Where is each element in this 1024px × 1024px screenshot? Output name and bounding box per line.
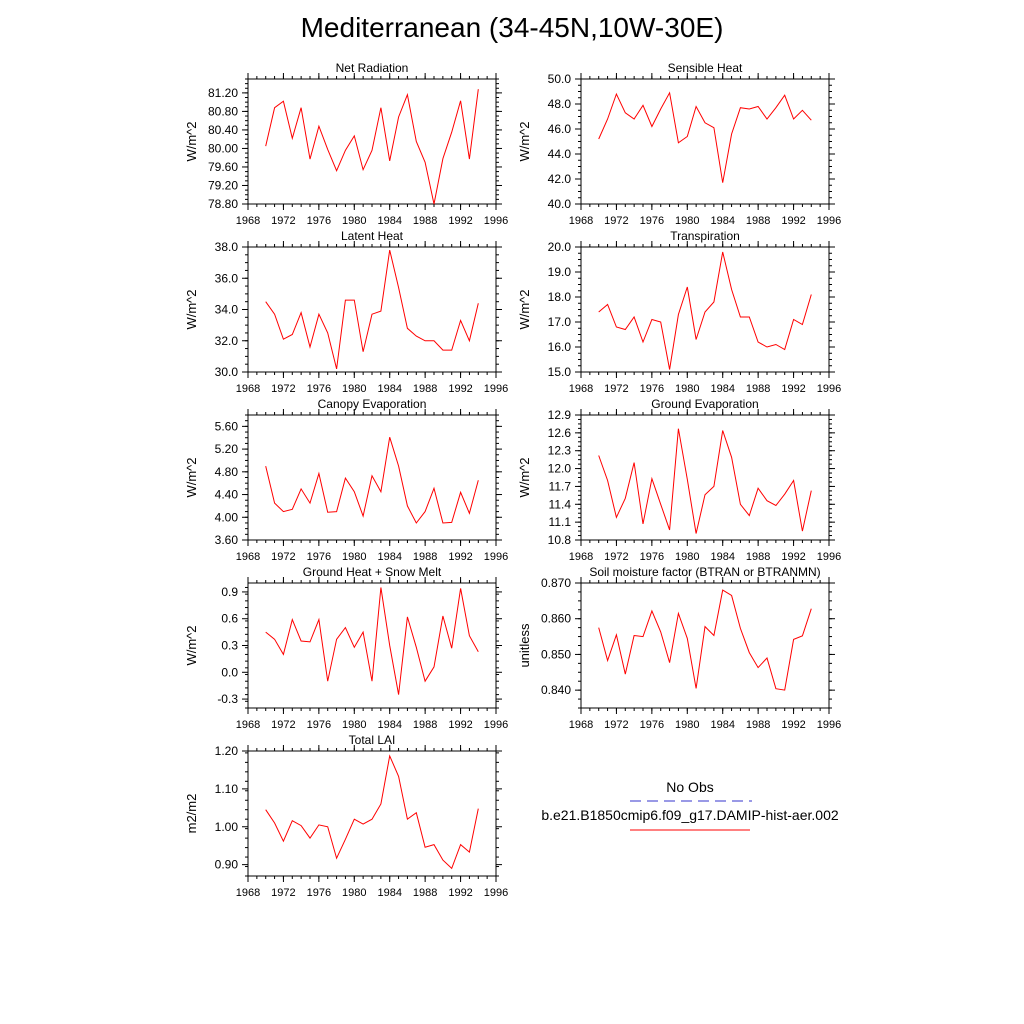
x-tick-label: 1984 <box>710 383 735 395</box>
x-tick-label: 1980 <box>675 719 700 731</box>
x-tick-label: 1992 <box>448 887 473 899</box>
plot-frame <box>581 415 829 540</box>
x-tick-label: 1972 <box>271 215 296 227</box>
panel-title: Sensible Heat <box>667 61 743 75</box>
x-tick-label: 1968 <box>235 719 261 731</box>
y-tick-label: 80.40 <box>207 122 238 137</box>
y-tick-label: 12.0 <box>547 461 571 476</box>
panel-title: Transpiration <box>670 229 740 243</box>
x-tick-label: 1984 <box>377 215 402 227</box>
x-tick-label: 1980 <box>342 215 367 227</box>
x-tick-label: 1972 <box>604 551 629 563</box>
y-tick-label: 78.80 <box>207 197 238 211</box>
plot-frame <box>248 751 496 876</box>
x-tick-label: 1976 <box>639 719 665 731</box>
x-tick-label: 1968 <box>235 383 261 395</box>
y-tick-label: 3.60 <box>214 533 238 547</box>
y-tick-label: 5.60 <box>214 419 238 434</box>
y-tick-label: 30.0 <box>214 365 238 379</box>
y-tick-label: 0.9 <box>221 584 238 599</box>
x-tick-label: 1972 <box>604 215 629 227</box>
x-tick-label: 1980 <box>675 551 700 563</box>
x-tick-label: 1996 <box>816 551 842 563</box>
x-tick-label: 1972 <box>271 887 296 899</box>
chart-panel <box>184 565 508 731</box>
x-tick-label: 1992 <box>781 719 806 731</box>
x-tick-label: 1976 <box>639 383 665 395</box>
y-tick-label: 38.0 <box>214 240 238 254</box>
x-tick-label: 1980 <box>675 383 700 395</box>
y-axis-label: W/m^2 <box>517 121 532 162</box>
chart-panel <box>184 61 508 227</box>
x-tick-label: 1988 <box>412 719 438 731</box>
y-tick-label: 12.3 <box>547 443 571 458</box>
x-tick-label: 1968 <box>568 215 594 227</box>
y-tick-label: 32.0 <box>214 333 238 348</box>
chart-panel <box>184 397 508 563</box>
x-tick-label: 1996 <box>816 215 842 227</box>
y-tick-label: 0.0 <box>221 665 238 680</box>
x-tick-label: 1968 <box>235 887 261 899</box>
legend-line-model <box>630 827 752 833</box>
y-tick-label: 80.80 <box>207 104 238 119</box>
x-tick-label: 1972 <box>604 719 629 731</box>
y-tick-label: -0.3 <box>217 692 238 707</box>
x-tick-label: 1988 <box>745 383 771 395</box>
y-axis-label: unitless <box>517 623 532 668</box>
plot-frame <box>581 247 829 372</box>
x-tick-label: 1984 <box>377 551 402 563</box>
chart-panel <box>517 397 841 563</box>
y-tick-label: 0.6 <box>221 611 238 626</box>
x-tick-label: 1980 <box>675 215 700 227</box>
x-tick-label: 1992 <box>448 383 473 395</box>
legend-line-obs <box>630 798 752 804</box>
y-tick-label: 0.860 <box>540 611 571 626</box>
x-tick-label: 1976 <box>639 215 665 227</box>
x-tick-label: 1992 <box>781 215 806 227</box>
chart-panel <box>184 733 508 899</box>
panel-title: Total LAI <box>348 733 396 747</box>
y-axis-label: m2/m2 <box>184 793 199 834</box>
y-tick-label: 16.0 <box>547 340 571 354</box>
x-tick-label: 1992 <box>781 551 806 563</box>
x-tick-label: 1992 <box>781 383 806 395</box>
x-tick-label: 1968 <box>568 719 594 731</box>
x-tick-label: 1980 <box>342 887 367 899</box>
x-tick-label: 1984 <box>710 215 735 227</box>
x-tick-label: 1984 <box>377 719 402 731</box>
chart-panel <box>517 229 841 395</box>
series-line <box>599 590 812 690</box>
x-tick-label: 1984 <box>710 719 735 731</box>
y-tick-label: 40.0 <box>547 197 571 211</box>
x-tick-label: 1980 <box>342 719 367 731</box>
panel-title: Latent Heat <box>340 229 404 243</box>
x-tick-label: 1972 <box>604 383 629 395</box>
y-tick-label: 4.40 <box>214 487 238 502</box>
y-tick-label: 19.0 <box>547 265 571 279</box>
y-tick-label: 0.3 <box>221 638 238 653</box>
series-line <box>266 756 479 869</box>
y-tick-label: 11.7 <box>548 479 571 494</box>
x-tick-label: 1988 <box>412 383 438 395</box>
y-axis-label: W/m^2 <box>517 289 532 330</box>
x-tick-label: 1988 <box>412 215 438 227</box>
y-axis-label: W/m^2 <box>517 457 532 498</box>
series-line <box>599 429 812 534</box>
y-tick-label: 79.20 <box>207 178 238 193</box>
x-tick-label: 1988 <box>745 551 771 563</box>
y-tick-label: 80.00 <box>207 141 238 156</box>
x-tick-label: 1980 <box>342 551 367 563</box>
y-tick-label: 81.20 <box>207 85 238 100</box>
y-tick-label: 11.1 <box>548 515 571 530</box>
y-axis-label: W/m^2 <box>184 457 199 498</box>
y-tick-label: 12.6 <box>547 425 571 440</box>
plot-frame <box>248 79 496 204</box>
x-tick-label: 1968 <box>568 383 594 395</box>
y-tick-label: 5.20 <box>214 442 238 457</box>
x-tick-label: 1972 <box>271 383 296 395</box>
panel-title: Soil moisture factor (BTRAN or BTRANMN) <box>589 565 821 579</box>
y-tick-label: 20.0 <box>547 240 571 254</box>
x-tick-label: 1988 <box>745 719 771 731</box>
y-tick-label: 46.0 <box>547 122 571 136</box>
x-tick-label: 1980 <box>342 383 367 395</box>
y-tick-label: 0.90 <box>214 857 238 872</box>
series-line <box>266 588 479 695</box>
x-tick-label: 1972 <box>271 719 296 731</box>
plot-frame <box>581 583 829 708</box>
x-tick-label: 1968 <box>568 551 594 563</box>
y-tick-label: 4.80 <box>214 464 238 479</box>
y-tick-label: 18.0 <box>547 290 571 304</box>
y-tick-label: 36.0 <box>214 271 238 286</box>
series-line <box>266 437 479 523</box>
y-tick-label: 50.0 <box>547 72 571 86</box>
x-tick-label: 1976 <box>306 551 332 563</box>
x-tick-label: 1992 <box>448 719 473 731</box>
plot-frame <box>248 247 496 372</box>
legend-entry-model: b.e21.B1850cmip6.f09_g17.DAMIP-hist-aer.002 <box>541 807 839 823</box>
y-tick-label: 12.9 <box>547 408 571 422</box>
y-tick-label: 11.4 <box>548 497 571 512</box>
x-tick-label: 1984 <box>377 887 402 899</box>
y-axis-label: W/m^2 <box>184 121 199 162</box>
x-tick-label: 1996 <box>483 215 509 227</box>
series-line <box>266 89 479 204</box>
y-axis-label: W/m^2 <box>184 289 199 330</box>
chart-panel <box>184 229 508 395</box>
x-tick-label: 1996 <box>483 383 509 395</box>
y-tick-label: 48.0 <box>547 97 571 111</box>
x-tick-label: 1996 <box>483 887 509 899</box>
y-tick-label: 0.850 <box>540 647 571 662</box>
y-tick-label: 1.20 <box>214 744 238 758</box>
y-tick-label: 1.00 <box>214 819 238 834</box>
panel-title: Canopy Evaporation <box>317 397 427 411</box>
y-tick-label: 10.8 <box>547 533 571 547</box>
x-tick-label: 1968 <box>235 551 261 563</box>
x-tick-label: 1996 <box>483 551 509 563</box>
series-line <box>599 93 812 183</box>
y-tick-label: 1.10 <box>214 781 238 796</box>
x-tick-label: 1968 <box>235 215 261 227</box>
y-tick-label: 44.0 <box>547 147 571 161</box>
x-tick-label: 1972 <box>271 551 296 563</box>
x-tick-label: 1984 <box>377 383 402 395</box>
y-tick-label: 15.0 <box>547 365 571 379</box>
x-tick-label: 1996 <box>816 383 842 395</box>
x-tick-label: 1988 <box>745 215 771 227</box>
series-line <box>599 252 812 370</box>
y-axis-label: W/m^2 <box>184 625 199 666</box>
chart-panel <box>517 565 841 731</box>
x-tick-label: 1988 <box>412 887 438 899</box>
panel-title: Net Radiation <box>335 61 409 75</box>
y-tick-label: 0.870 <box>540 576 571 590</box>
x-tick-label: 1976 <box>306 887 332 899</box>
x-tick-label: 1988 <box>412 551 438 563</box>
chart-panel <box>517 61 841 227</box>
y-tick-label: 17.0 <box>547 315 571 329</box>
x-tick-label: 1976 <box>306 215 332 227</box>
page-title: Mediterranean (34-45N,10W-30E) <box>300 12 724 43</box>
x-tick-label: 1976 <box>306 719 332 731</box>
y-tick-label: 42.0 <box>547 172 571 186</box>
x-tick-label: 1996 <box>816 719 842 731</box>
x-tick-label: 1976 <box>639 551 665 563</box>
x-tick-label: 1992 <box>448 215 473 227</box>
y-tick-label: 79.60 <box>207 159 238 174</box>
series-line <box>266 250 479 369</box>
x-tick-label: 1984 <box>710 551 735 563</box>
y-tick-label: 4.00 <box>214 510 238 525</box>
x-tick-label: 1996 <box>483 719 509 731</box>
panel-title: Ground Heat + Snow Melt <box>302 565 442 579</box>
y-tick-label: 0.840 <box>540 683 571 698</box>
x-tick-label: 1976 <box>306 383 332 395</box>
panel-title: Ground Evaporation <box>651 397 759 411</box>
x-tick-label: 1992 <box>448 551 473 563</box>
legend-entry-obs: No Obs <box>666 779 714 795</box>
y-tick-label: 34.0 <box>214 302 238 317</box>
